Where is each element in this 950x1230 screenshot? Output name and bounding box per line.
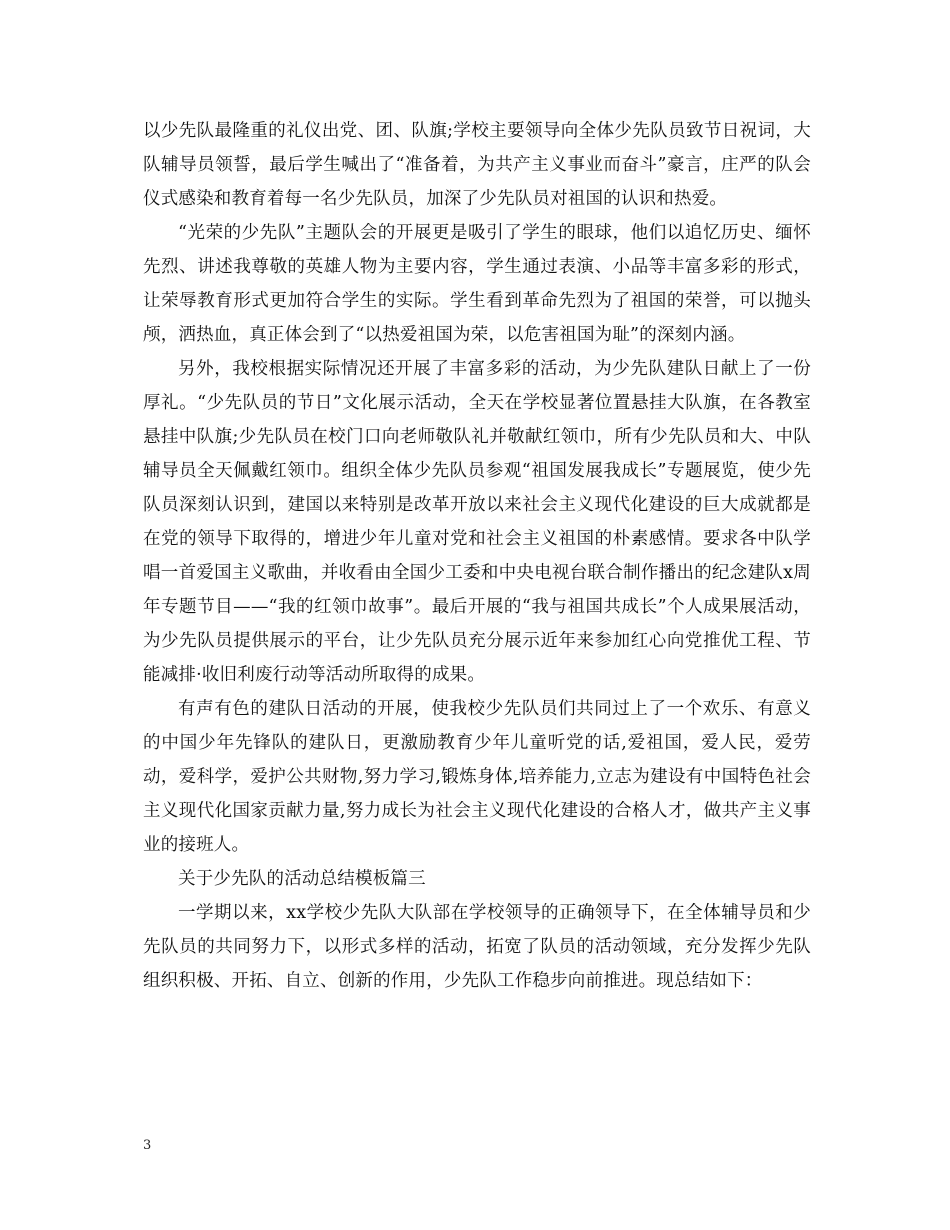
paragraph-activities: 另外，我校根据实际情况还开展了丰富多彩的活动，为少先队建队日献上了一份厚礼。“少先队员的节日”文化展示活动，全天在学校显著位置悬挂大队旗，在各教室悬挂中队旗;少先队员在校门口向老师敬队礼并敬献红领巾，所有少先队员和大、中队辅导员全天佩戴红领巾。组织全体少先队员参观“祖国发展我成长”专题展览，使少先队员深刻认识到，建国以来特别是改革开放以来社会主义现代化建设的巨大成就都是在党的领导下取得的，增进少年儿童对党和社会主义祖国的朴素感情。要求各中队学唱一首爱国主义歌曲，并收看由全国少工委和中央电视台联合制作播出的纪念建队x周年专题节目——“我的红领巾故事”。最后开展的“我与祖国共成长”个人成果展活动，为少先队员提供展示的平台，让少先队员充分展示近年来参加红心向党推优工程、节能减排·收旧利废行动等活动所取得的成果。 [143,359,811,685]
paragraph-conclusion: 有声有色的建队日活动的开展，使我校少先队员们共同过上了一个欢乐、有意义的中国少年先锋队的建队日，更激励教育少年儿童听党的话,爱祖国，爱人民，爱劳动，爱科学，爱护公共财物,努力学习,锻炼身体,培养能力,立志为建设有中国特色社会主义现代化国家贡献力量,努力成长为社会主义现代化建设的合格人才，做共产主义事业的接班人。 [143,699,811,855]
paragraph-ceremony: 以少先队最隆重的礼仪出党、团、队旗;学校主要领导向全体少先队员致节日祝词，大队辅导员领誓，最后学生喊出了“准备着，为共产主义事业而奋斗”豪言，庄严的队会仪式感染和教育着每一名少先队员，加深了少先队员对祖国的认识和热爱。 [143,121,811,209]
page-number: 3 [143,1138,152,1153]
paragraph-theme-meeting: “光荣的少先队”主题队会的开展更是吸引了学生的眼球，他们以追忆历史、缅怀先烈、讲述我尊敬的英雄人物为主要内容，学生通过表演、小品等丰富多彩的形式，让荣辱教育形式更加符合学生的实际。学生看到革命先烈为了祖国的荣誉，可以抛头颅，洒热血，真正体会到了“以热爱祖国为荣，以危害祖国为耻”的深刻内涵。 [143,223,811,345]
body-text [143,114,811,998]
paragraph-semester-summary: 一学期以来，xx学校少先队大队部在学校领导的正确领导下，在全体辅导员和少先队员的共同努力下，以形式多样的活动，拓宽了队员的活动领域，充分发挥少先队组织积极、开拓、自立、创新的作用，少先队工作稳步向前推进。现总结如下： [143,903,811,991]
section-heading: 关于少先队的活动总结模板篇三 [178,869,426,889]
